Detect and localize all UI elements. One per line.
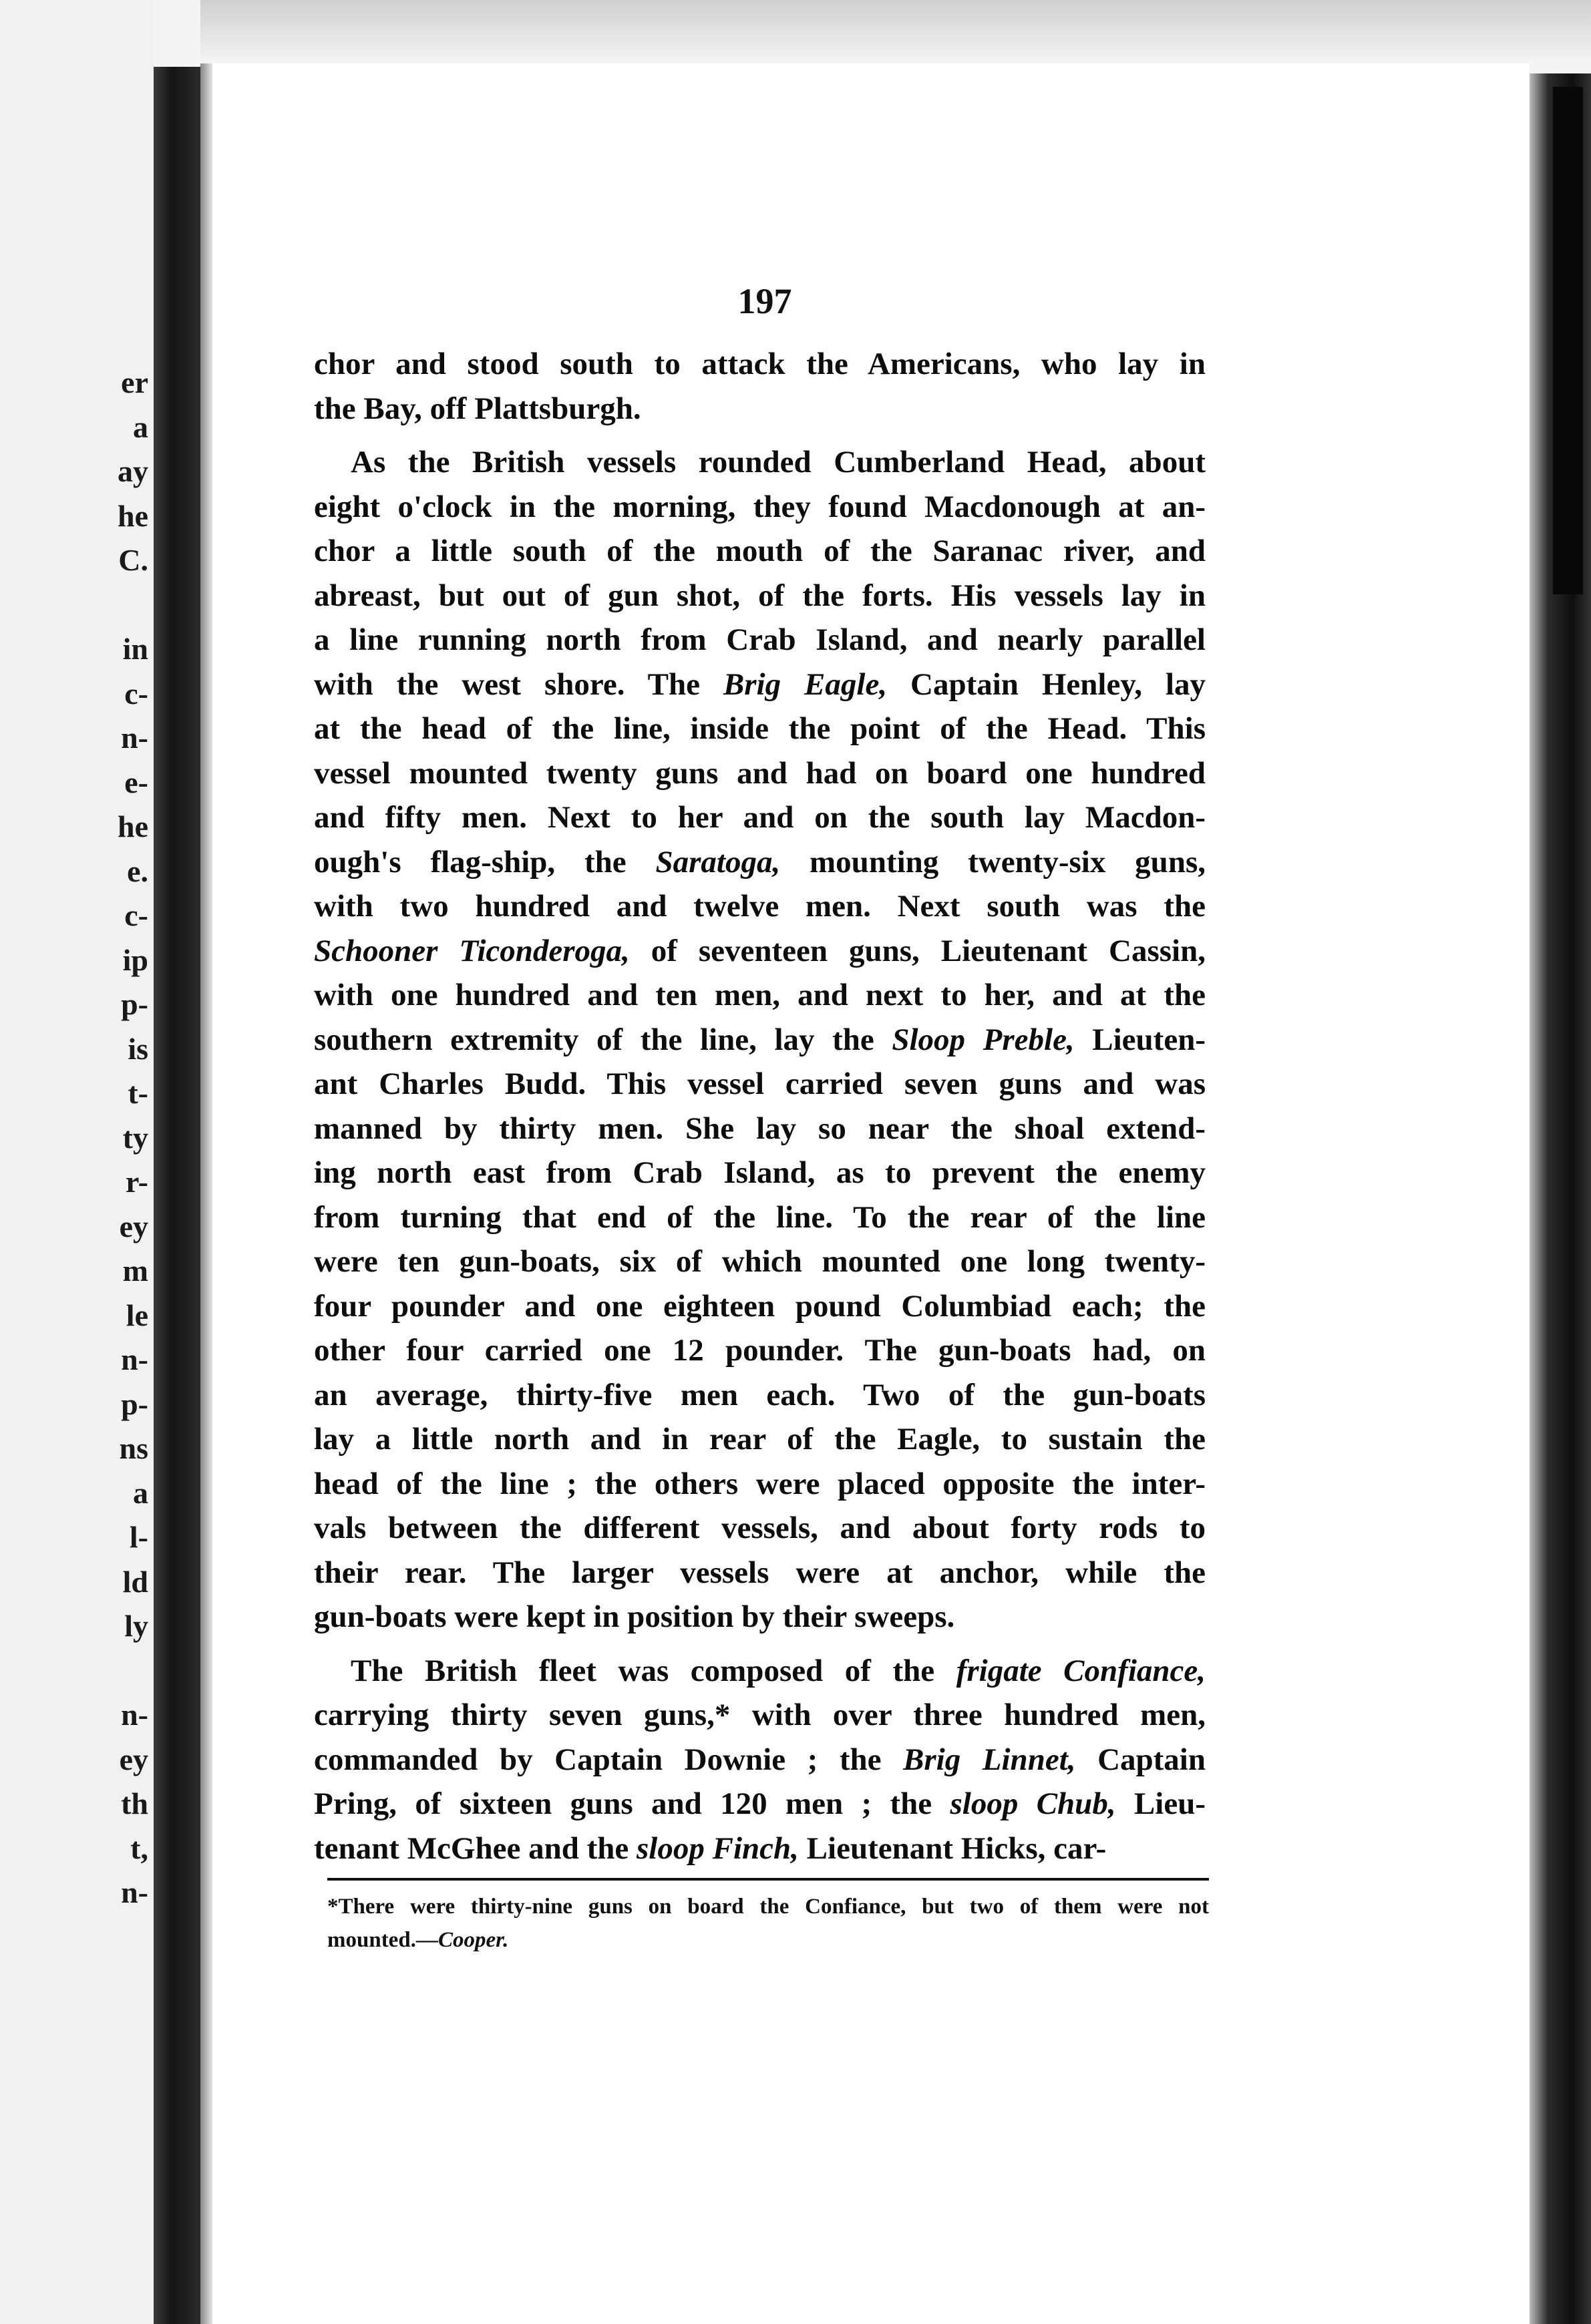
text-run: eight o'clock in the morning, they found Macdonough at an-	[314, 489, 1206, 524]
facing-page-fragment: ey	[119, 1742, 148, 1776]
text-line	[314, 387, 1206, 431]
text-line	[314, 1417, 1206, 1462]
text-line	[314, 1239, 1206, 1284]
facing-page-fragment: p-	[121, 987, 148, 1021]
text-run: Lieutenant Hicks, car-	[798, 1830, 1107, 1866]
text-run: gun-boats were kept in position by their sweeps.	[314, 1599, 955, 1634]
facing-page-fragment	[7, 583, 154, 628]
text-run: Pring, of sixteen guns and 120 men ; the	[314, 1786, 950, 1821]
text-line	[314, 1328, 1206, 1373]
text-line	[314, 1195, 1206, 1240]
text-line	[314, 1693, 1206, 1738]
text-run: a line running north from Crab Island, and nearly parallel	[314, 622, 1206, 657]
facing-page-fragments	[7, 361, 154, 1915]
text-line	[314, 884, 1206, 929]
body-text	[314, 342, 1206, 1871]
gutter-shadow	[200, 60, 212, 2324]
facing-page-fragment: he	[118, 498, 148, 533]
text-run: ough's flag-ship, the	[314, 844, 656, 880]
facing-page-fragment: ly	[124, 1609, 148, 1643]
facing-page-fragment: le	[126, 1298, 148, 1332]
text-run: carrying thirty seven guns,* with over three hundred men,	[314, 1698, 1206, 1732]
facing-page-fragment: in	[122, 632, 148, 666]
footnote	[327, 1890, 1209, 1957]
text-line	[314, 1062, 1206, 1107]
text-run: commanded by Captain Downie ; the	[314, 1742, 904, 1777]
text-run: lay a little north and in rear of the Eagle, to sustain the	[314, 1422, 1206, 1457]
text-run: vals between the different vessels, and about forty rods to	[314, 1511, 1206, 1545]
text-run: at the head of the line, inside the point of the Head. This	[314, 711, 1206, 746]
facing-page-fragment: e-	[124, 765, 148, 799]
text-run: As the British vessels rounded Cumberland Head, about	[351, 445, 1206, 479]
facing-page-fragment: C.	[118, 543, 148, 577]
facing-page-fragment: e.	[127, 853, 148, 888]
text-line	[314, 1151, 1206, 1195]
facing-page-fragment: n-	[121, 1698, 148, 1732]
facing-page-fragment: ay	[118, 454, 148, 488]
text-run: from turning that end of the line. To the rear of the line	[314, 1199, 1206, 1235]
text-line	[327, 1923, 1209, 1957]
text-run: mounting twenty-six guns,	[780, 844, 1206, 880]
facing-page-fragment: p-	[121, 1386, 148, 1421]
text-line	[314, 795, 1206, 840]
facing-page-edge	[0, 0, 154, 2324]
text-line	[314, 751, 1206, 796]
text-line	[314, 1782, 1206, 1826]
facing-page-fragment: er	[121, 365, 148, 399]
text-run: chor and stood south to attack the Americans, who lay in	[314, 347, 1206, 381]
text-line	[314, 529, 1206, 574]
text-run: chor a little south of the mouth of the Saranac river, and	[314, 534, 1206, 568]
text-line	[314, 1649, 1206, 1694]
text-run: with one hundred and ten men, and next to her, and at the	[314, 978, 1206, 1012]
facing-page-fragment: n-	[121, 721, 148, 755]
text-run: *There were thirty-nine guns on board the Confiance, but two of them were not	[327, 1895, 1209, 1919]
text-line	[314, 1018, 1206, 1062]
facing-page-fragment: m	[122, 1253, 148, 1288]
facing-page-fragment: a	[133, 409, 148, 444]
facing-page-fragment: ip	[122, 942, 148, 977]
text-line	[314, 342, 1206, 387]
paragraph-gap	[314, 431, 1206, 440]
text-line	[314, 973, 1206, 1018]
paragraph-gap	[314, 1639, 1206, 1649]
facing-page-fragment: r-	[125, 1165, 148, 1199]
facing-page-fragment: l-	[129, 1520, 148, 1554]
page-number: 197	[737, 281, 792, 321]
text-run: with two hundred and twelve men. Next south was the	[314, 889, 1206, 924]
text-line	[314, 1284, 1206, 1329]
text-run: ing north east from Crab Island, as to prevent the enemy	[314, 1155, 1206, 1190]
facing-page-fragment: c-	[124, 676, 148, 711]
top-margin-shadow	[200, 0, 1591, 63]
text-run: ant Charles Budd. This vessel carried seven guns and was	[314, 1067, 1206, 1101]
text-line	[314, 707, 1206, 751]
text-run: an average, thirty-five men each. Two of the gun-boats	[314, 1377, 1206, 1412]
text-run: the Bay, off Plattsburgh.	[314, 391, 641, 426]
text-run: their rear. The larger vessels were at anchor, while the	[314, 1555, 1206, 1590]
text-run: Lieuten-	[1074, 1022, 1206, 1057]
text-line	[314, 1595, 1206, 1639]
text-run: head of the line ; the others were placed opposite the inter-	[314, 1466, 1206, 1501]
text-line	[314, 1738, 1206, 1782]
binding-shadow-right	[1553, 87, 1583, 594]
italic-text: Schooner Ticonderoga,	[314, 933, 630, 968]
text-run: vessel mounted twenty guns and had on board one hundred	[314, 755, 1206, 791]
text-line	[314, 1107, 1206, 1151]
facing-page-fragment: n-	[121, 1342, 148, 1376]
italic-text: Saratoga,	[655, 844, 781, 880]
italic-text: frigate Confiance,	[956, 1653, 1206, 1688]
facing-page-fragment: n-	[121, 1875, 148, 1909]
text-line	[314, 618, 1206, 662]
text-line	[327, 1890, 1209, 1923]
facing-page-fragment: t-	[128, 1076, 148, 1110]
facing-page-fragment: th	[121, 1786, 148, 1820]
facing-page-fragment: is	[128, 1031, 148, 1066]
text-run: and fifty men. Next to her and on the south lay Macdon-	[314, 800, 1206, 835]
text-line	[314, 662, 1206, 707]
text-line	[314, 1506, 1206, 1551]
text-line	[314, 574, 1206, 618]
paragraph-p1	[314, 342, 1206, 431]
text-run: four pounder and one eighteen pound Columbiad each; the	[314, 1288, 1206, 1324]
text-line	[314, 929, 1206, 974]
text-line	[314, 1462, 1206, 1507]
italic-text: Brig Eagle,	[723, 666, 888, 702]
text-line	[314, 840, 1206, 885]
paragraph-p3	[314, 1649, 1206, 1871]
facing-page-fragment: ns	[119, 1431, 148, 1465]
italic-text: sloop Finch,	[637, 1830, 799, 1866]
text-run: Lieu-	[1115, 1786, 1206, 1821]
text-run: other four carried one 12 pounder. The gun-boats had, on	[314, 1333, 1206, 1368]
text-line	[314, 1551, 1206, 1595]
text-run: manned by thirty men. She lay so near the shoal extend-	[314, 1111, 1206, 1146]
italic-text: Cooper.	[437, 1928, 509, 1952]
text-run: of seventeen guns, Lieutenant Cassin,	[629, 933, 1206, 968]
text-line	[314, 1373, 1206, 1418]
paragraph-p2	[314, 440, 1206, 1639]
facing-page-fragment: ey	[119, 1209, 148, 1243]
text-run: tenant McGhee and the	[314, 1830, 637, 1866]
text-run: The British fleet was composed of the	[351, 1653, 956, 1688]
text-run: Captain	[1075, 1742, 1206, 1777]
facing-page-fragment: a	[133, 1475, 148, 1510]
footnote-rule	[327, 1878, 1209, 1881]
text-line	[314, 440, 1206, 485]
text-run: southern extremity of the line, lay the	[314, 1022, 892, 1057]
italic-text: sloop Chub,	[950, 1786, 1116, 1821]
text-line	[314, 485, 1206, 530]
text-line	[314, 1826, 1206, 1871]
facing-page-fragment: ld	[122, 1564, 148, 1599]
text-run: with the west shore. The	[314, 666, 723, 702]
facing-page-fragment: he	[118, 809, 148, 843]
text-run: Captain Henley, lay	[887, 666, 1206, 702]
text-run: abreast, but out of gun shot, of the forts. His vessels lay in	[314, 578, 1206, 613]
text-run: were ten gun-boats, six of which mounted one long twenty-	[314, 1244, 1206, 1279]
italic-text: Brig Linnet,	[903, 1742, 1076, 1777]
text-run: mounted.—	[327, 1928, 438, 1952]
italic-text: Sloop Preble,	[892, 1022, 1075, 1057]
facing-page-fragment	[7, 1649, 154, 1694]
facing-page-fragment: c-	[124, 898, 148, 932]
binding-shadow-left	[154, 67, 200, 2324]
facing-page-fragment: ty	[122, 1120, 148, 1155]
facing-page-fragment: t,	[130, 1830, 148, 1865]
